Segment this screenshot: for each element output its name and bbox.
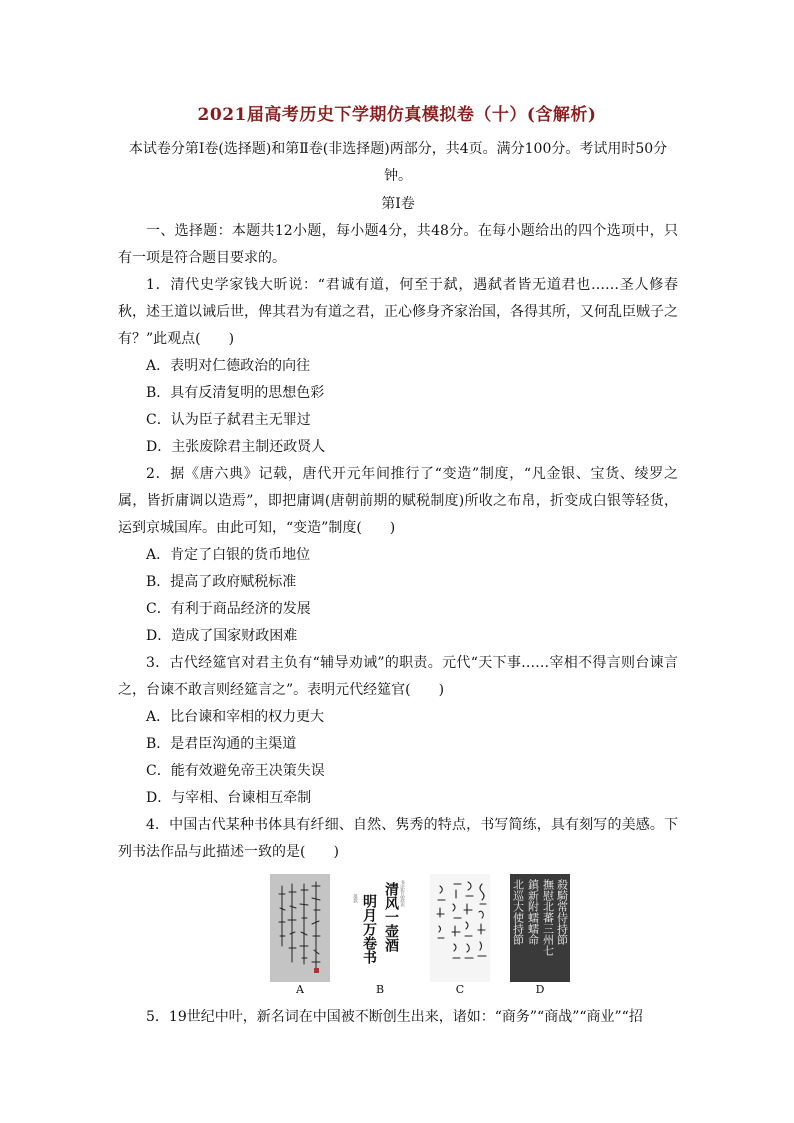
svg-text:落款: 落款	[352, 894, 358, 903]
figure-c	[430, 874, 490, 997]
question-1-option-b: B．具有反清复明的思想色彩	[146, 385, 325, 401]
question-2-option-c: C．有利于商品经济的发展	[146, 601, 311, 617]
figure-label-c: C	[455, 983, 465, 996]
question-1-option-d: D．主张废除君主制还政贤人	[146, 439, 326, 455]
calligraphy-d-line-2: 撫慰北蕃三州七	[541, 879, 555, 956]
figure-label-b: B	[375, 983, 385, 996]
question-2-option-d: D．造成了国家财政困难	[146, 628, 298, 644]
question-1-stem: 1．清代史学家钱大昕说：“君诚有道，何至于弑，遇弑者皆无道君也……圣人修春秋，述王道以诫后世，俾其君为有道之君，正心修身齐家治国，各得其所，又何乱臣贼子之有？”此观点( )	[118, 277, 678, 347]
question-1-option-a: A．表明对仁德政治的向往	[146, 358, 311, 374]
svg-text:书法作品款识: 书法作品款识	[399, 880, 405, 907]
calligraphy-b-line-2: 明月万卷书	[361, 894, 377, 964]
question-2-stem: 2．据《唐六典》记载，唐代开元年间推行了“变造”制度，“凡金银、宝货、绫罗之属，皆折庸调以造焉”，即把庸调(唐朝前期的赋税制度)所收之布帛，折变成白银等轻货，运到京城国库。由此可知，“变造”制度( )	[118, 466, 678, 536]
figure-d	[510, 874, 570, 997]
calligraphy-image-c	[430, 874, 490, 982]
calligraphy-d-line-1: 殺騎常侍持節	[555, 879, 569, 945]
question-5-stem: 5．19世纪中叶，新名词在中国被不断创生出来，诸如：“商务”“商战”“商业”“招	[146, 1009, 643, 1025]
calligraphy-image-b	[350, 874, 410, 982]
calligraphy-d-line-3: 鎮新附蠕蠕命	[526, 879, 540, 945]
document-title: 2021届高考历史下学期仿真模拟卷（十）(含解析)	[197, 105, 597, 125]
calligraphy-image-a	[270, 874, 330, 982]
question-4-stem: 4．中国古代某种书体具有纤细、自然、隽秀的特点，书写简练，具有刻写的美感。下列书法作品与此描述一致的是( )	[118, 817, 678, 860]
calligraphy-d-line-4: 北巡大使持節	[511, 879, 525, 945]
question-2-option-a: A．肯定了白银的货币地位	[146, 547, 311, 563]
question-3-option-d: D．与宰相、台谏相互牵制	[146, 790, 312, 806]
document-body	[118, 136, 678, 1031]
question-3-option-c: C．能有效避免帝王决策失误	[146, 763, 325, 779]
figure-label-a: A	[296, 983, 304, 996]
question-3-stem: 3．古代经筵官对君主负有“辅导劝诫”的职责。元代“天下事……宰相不得言则台谏言之，台谏不敢言则经筵言之”。表明元代经筵官( )	[118, 655, 678, 698]
question-3-option-a: A．比台谏和宰相的权力更大	[146, 709, 325, 725]
section-title: 第Ⅰ卷	[381, 196, 415, 212]
figure-a	[270, 874, 330, 997]
figure-label-d: D	[535, 983, 545, 996]
question-1-option-c: C．认为臣子弑君主无罪过	[146, 412, 311, 428]
figure-b	[350, 874, 410, 997]
calligraphy-b-line-1: 清风一壶酒	[383, 882, 399, 952]
question-3-option-b: B．是君臣沟通的主渠道	[146, 736, 297, 752]
instructions: 一、选择题：本题共12小题，每小题4分，共48分。在每小题给出的四个选项中，只有一项是符合题目要求的。	[118, 223, 678, 266]
question-2-option-b: B．提高了政府赋税标准	[146, 574, 297, 590]
calligraphy-figures	[270, 874, 678, 997]
exam-intro: 本试卷分第Ⅰ卷(选择题)和第Ⅱ卷(非选择题)两部分，共4页。满分100分。考试用时50分钟。	[128, 141, 668, 184]
calligraphy-image-d	[510, 874, 570, 982]
